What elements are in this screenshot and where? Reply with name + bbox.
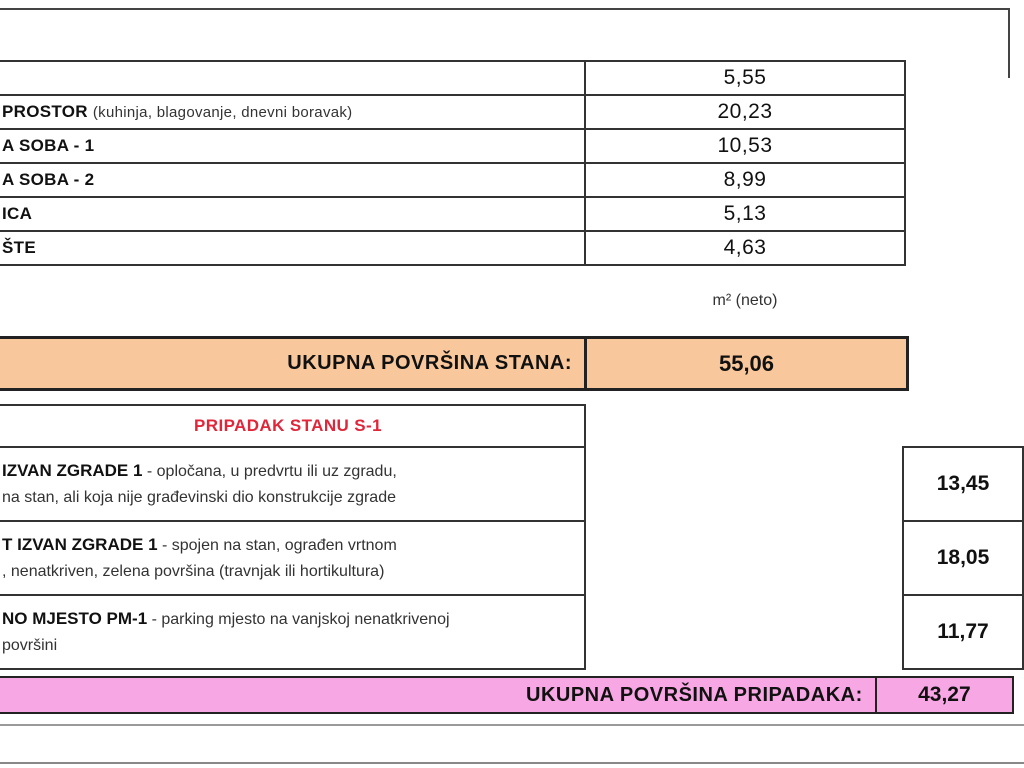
- room-name: A SOBA - 1: [0, 129, 585, 163]
- right-border: [1008, 8, 1010, 78]
- table-row: [0, 95, 905, 129]
- table-row: [0, 447, 585, 521]
- pripadak-total-row: [0, 676, 1014, 714]
- pripadak-item: T IZVAN ZGRADE 1 - spojen na stan, ograđen vrtnom , nenatkriven, zelena površina (travnjak ili hortikultura): [0, 521, 585, 595]
- room-name: PROSTOR (kuhinja, blagovanje, dnevni boravak): [0, 95, 585, 129]
- room-area: 4,63: [585, 231, 905, 265]
- table-row: [0, 521, 585, 595]
- room-area: 5,13: [585, 197, 905, 231]
- table-row: [0, 231, 905, 265]
- bottom-rule: [0, 724, 1024, 726]
- pripadak-item: IZVAN ZGRADE 1 - opločana, u predvrtu ili uz zgradu, na stan, ali koja nije građevinski dio konstrukcije zgrade: [0, 447, 585, 521]
- pripadak-value: 18,05: [903, 521, 1023, 595]
- room-area: 10,53: [585, 129, 905, 163]
- room-name: ICA: [0, 197, 585, 231]
- room-name: ŠTE: [0, 231, 585, 265]
- table-row: [0, 197, 905, 231]
- table-row: [0, 129, 905, 163]
- apartment-total-value: 55,06: [586, 338, 908, 390]
- table-row: [0, 61, 905, 95]
- room-name: A SOBA - 2: [0, 163, 585, 197]
- room-area: 20,23: [585, 95, 905, 129]
- pripadak-header: PRIPADAK STANU S-1: [0, 405, 585, 447]
- pripadak-total-label: UKUPNA POVRŠINA PRIPADAKA:: [0, 677, 876, 713]
- table-row: [0, 595, 585, 669]
- apartment-total-label: UKUPNA POVRŠINA STANA:: [0, 338, 586, 390]
- room-area: 5,55: [585, 61, 905, 95]
- pripadak-total-value: 43,27: [876, 677, 1013, 713]
- pripadak-values: [902, 446, 1024, 670]
- pripadak-value: 13,45: [903, 447, 1023, 521]
- room-name: [0, 61, 585, 95]
- apartment-total-row: [0, 336, 909, 391]
- room-area: 8,99: [585, 163, 905, 197]
- top-border: [0, 8, 1010, 10]
- table-row: [0, 163, 905, 197]
- pripadak-table: [0, 404, 586, 670]
- pripadak-item: NO MJESTO PM-1 - parking mjesto na vanjskoj nenatkrivenoj površini: [0, 595, 585, 669]
- rooms-table: [0, 60, 906, 266]
- unit-label: m² (neto): [712, 292, 778, 309]
- pripadak-value: 11,77: [903, 595, 1023, 669]
- bottom-border: [0, 762, 1024, 764]
